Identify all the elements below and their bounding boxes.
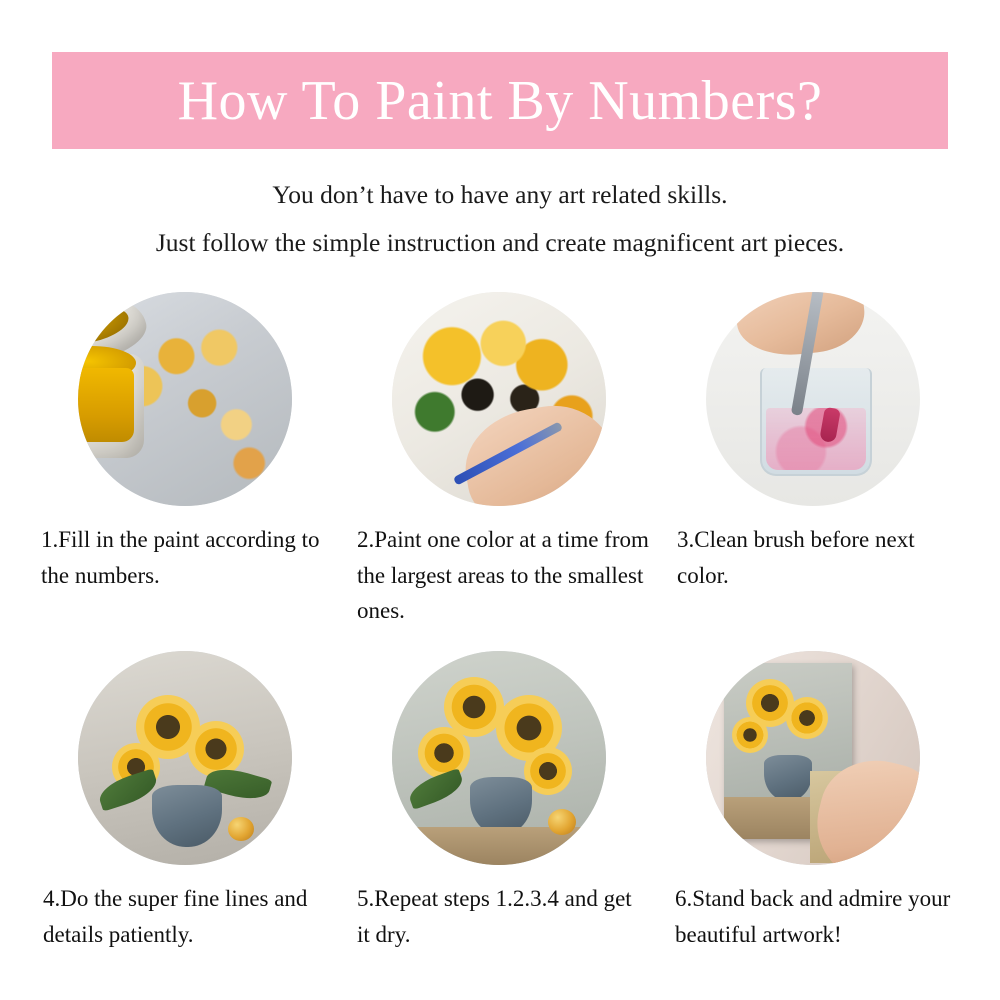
step-4-caption: 4.Do the super fine lines and details patiently. (43, 885, 308, 947)
water-cup-graphic (760, 368, 872, 476)
step-6-image (706, 651, 920, 865)
page-title: How To Paint By Numbers? (177, 69, 823, 132)
vase-graphic (764, 755, 812, 801)
step-2-caption: 2.Paint one color at a time from the largest areas to the smallest ones. (357, 527, 649, 624)
step-2-image (392, 292, 606, 506)
steps-grid (28, 292, 972, 952)
step-3-caption: 3.Clean brush before next color. (677, 527, 915, 588)
header-banner (52, 52, 948, 149)
step-1-caption: 1.Fill in the paint according to the numbers. (41, 527, 320, 588)
step-item-1 (28, 292, 342, 629)
step-1-image (78, 292, 292, 506)
step-3-image (706, 292, 920, 506)
subtitle-line-1: You don’t have to have any art related skills. (272, 180, 728, 209)
step-item-2 (342, 292, 656, 629)
fruit-graphic (228, 817, 254, 841)
step-item-3 (656, 292, 970, 629)
step-5-image (392, 651, 606, 865)
step-item-4 (28, 651, 342, 952)
step-item-6 (656, 651, 970, 952)
step-4-image (78, 651, 292, 865)
step-5-caption: 5.Repeat steps 1.2.3.4 and get it dry. (357, 885, 632, 947)
fruit-graphic (548, 809, 576, 835)
sunflower-graphic (732, 717, 768, 753)
sunflower-graphic (188, 721, 244, 777)
hand-graphic (732, 292, 868, 360)
step-item-5 (342, 651, 656, 952)
subtitle-line-2: Just follow the simple instruction and create magnificent art pieces. (155, 228, 845, 257)
step-6-caption: 6.Stand back and admire your beautiful artwork! (675, 885, 951, 947)
sunflower-graphic (418, 727, 470, 779)
sunflower-graphic (786, 697, 828, 739)
tinted-water-graphic (766, 408, 866, 470)
table-surface-graphic (392, 827, 606, 865)
paint-pot-graphic (78, 354, 144, 458)
